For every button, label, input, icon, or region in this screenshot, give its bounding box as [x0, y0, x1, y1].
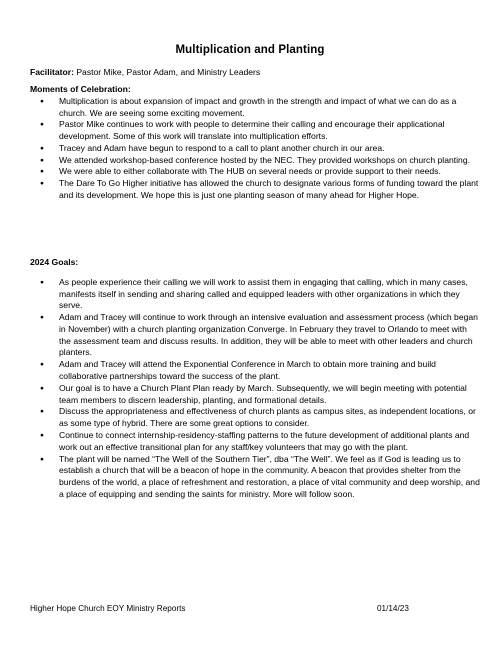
facilitator-label: Facilitator: — [30, 67, 74, 77]
moments-heading: Moments of Celebration: — [30, 84, 131, 94]
list-item: ● Adam and Tracey will attend the Exponential Conference in March to obtain more training and build collaborative partnerships toward the success of the plant. — [30, 359, 480, 382]
goals-heading: 2024 Goals: — [30, 257, 79, 267]
list-item: ● Adam and Tracey will continue to work through an intensive evaluation and assessment process (which began in November) with a church planting organization Converge. In February they travel to Orlando to meet with the assessment team and discuss results. In addition, they will be able to meet with other leaders and church planters. — [30, 312, 480, 359]
facilitator-line — [30, 67, 260, 77]
list-item: ● We attended workshop-based conference hosted by the NEC. They provided workshops on church planting. — [30, 155, 480, 167]
list-item: ● Multiplication is about expansion of impact and growth in the strength and impact of what we can do as a church. We are seeing some exciting movement. — [30, 96, 480, 119]
moments-list — [30, 96, 480, 201]
facilitator-names: Pastor Mike, Pastor Adam, and Ministry Leaders — [73, 67, 261, 77]
list-item: ● Tracey and Adam have begun to respond to a call to plant another church in our area. — [30, 143, 480, 155]
list-item: ● Continue to connect internship-residency-staffing patterns to the future development of additional plants and work out an effective transitional plan for any staff/key volunteers that may go with the plant. — [30, 430, 480, 453]
list-item: ● As people experience their calling we will work to assist them in engaging that calling, which in many cases, manifests itself in sending and sharing called and equipped leaders with other organizations in which they serve. — [30, 277, 480, 312]
list-item: ● Our goal is to have a Church Plant Plan ready by March. Subsequently, we will begin meeting with potential team members to discern leadership, planting, and formational details. — [30, 383, 480, 406]
page-title: Multiplication and Planting — [175, 44, 325, 56]
footer-date: 01/14/23 — [377, 604, 409, 613]
list-item: ● We were able to either collaborate with The HUB on several needs or provide support to their needs. — [30, 166, 480, 178]
list-item: ● The plant will be named “The Well of the Southern Tier”, dba “The Well”. We feel as if God is leading us to establish a church that will be a beacon of hope in the community. A beacon that provides shelter from the burdens of the world, a place of refreshment and restoration, a place of vital community and deep worship, and a place of equipping and sending the saints for ministry. More will follow soon. — [30, 454, 480, 501]
goals-list — [30, 277, 480, 501]
list-item: ● Pastor Mike continues to work with people to determine their calling and encourage their applicational development. Some of this work will translate into multiplication efforts. — [30, 119, 480, 142]
footer-report-name: Higher Hope Church EOY Ministry Reports — [30, 604, 186, 613]
list-item: ● The Dare To Go Higher initiative has allowed the church to designate various forms of funding toward the plant and its development. We hope this is just one planting season of many ahead for Higher Hope. — [30, 178, 480, 201]
list-item: ● Discuss the appropriateness and effectiveness of church plants as campus sites, as independent locations, or as some type of hybrid. There are some great options to consider. — [30, 406, 480, 429]
